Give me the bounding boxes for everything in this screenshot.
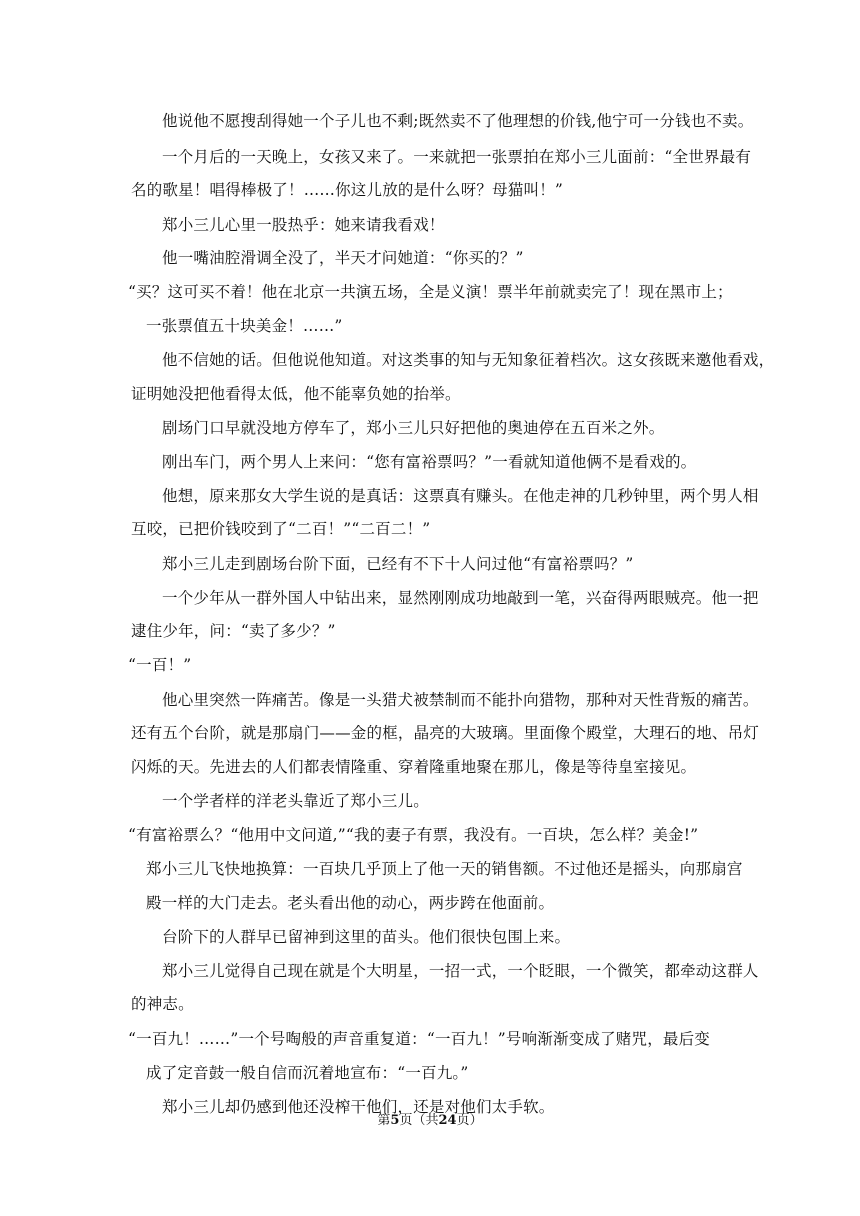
- footer-page-number: 5: [390, 1113, 400, 1128]
- text-line: 还有五个台阶，就是那扇门——金的框，晶亮的大玻璃。里面像个殿堂，大理石的地、吊灯: [131, 724, 760, 742]
- footer-total-pages: 24: [438, 1113, 457, 1128]
- text-line: 闪烁的天。先进去的人们都表情隆重、穿着隆重地聚在那儿，像是等待皇室接见。: [131, 758, 697, 776]
- text-line: 刚出车门，两个男人上来问：“您有富裕票吗？”一看就知道他俩不是看戏的。: [162, 453, 697, 471]
- text-line: 郑小三儿飞快地换算：一百块几乎顶上了他一天的销售额。不过他还是摇头，向那扇宫: [146, 860, 743, 878]
- footer-prefix: 第: [377, 1113, 391, 1128]
- text-line: 证明她没把他看得太低，他不能辜负她的抬举。: [131, 385, 461, 403]
- text-line: 他想，原来那女大学生说的是真话：这票真有赚头。在他走神的几秒钟里，两个男人相: [162, 487, 759, 505]
- text-line: 一张票值五十块美金！……”: [146, 317, 343, 335]
- text-line: 一个少年从一群外国人中钻出来，显然刚刚成功地敲到一笔，兴奋得两眼贼亮。他一把: [162, 589, 759, 607]
- text-line: 逮住少年，问：“卖了多少？”: [131, 622, 336, 640]
- text-line: 他不信她的话。但他说他知道。对这类事的知与无知象征着档次。这女孩既来邀他看戏，: [162, 351, 775, 369]
- text-line: “买？这可买不着！他在北京一共演五场，全是义演！票半年前就卖完了！现在黑市上；: [128, 283, 733, 301]
- text-line: 台阶下的人群早已留神到这里的苗头。他们很快包围上来。: [162, 928, 571, 946]
- text-line: 的神志。: [131, 995, 194, 1013]
- text-line: 名的歌星！唱得棒极了！……你这儿放的是什么呀？母猫叫！”: [131, 181, 564, 199]
- text-line: “一百！”: [128, 656, 192, 674]
- text-line: 他一嘴油腔滑调全没了，半天才问她道：“你买的？”: [162, 249, 524, 267]
- text-line: 成了定音鼓一般自信而沉着地宣布：“一百九。”: [146, 1064, 469, 1082]
- footer-suffix: 页）: [456, 1113, 483, 1128]
- text-line: 郑小三儿却仍感到他还没榨干他们，还是对他们太手软。: [162, 1098, 555, 1116]
- text-line: 郑小三儿觉得自己现在就是个大明星，一招一式，一个眨眼，一个微笑，都牵动这群人: [162, 962, 759, 980]
- footer-middle: 页（共: [399, 1113, 439, 1128]
- text-line: 互咬，已把价钱咬到了“二百！”“二百二！”: [131, 520, 431, 538]
- text-line: “有富裕票么？“他用中文问道,”“我的妻子有票，我没有。一百块，怎么样？美金!”: [128, 826, 699, 844]
- text-line: 剧场门口早就没地方停车了，郑小三儿只好把他的奥迪停在五百米之外。: [162, 419, 665, 437]
- page-footer: [0, 1112, 860, 1130]
- text-line: 一个月后的一天晚上，女孩又来了。一来就把一张票拍在郑小三儿面前：“全世界最有: [162, 148, 752, 166]
- text-line: 一个学者样的洋老头靠近了郑小三儿。: [162, 792, 429, 810]
- text-line: 郑小三儿心里一股热乎：她来请我看戏！: [162, 216, 445, 234]
- text-line: 郑小三儿走到剧场台阶下面，已经有不下十人问过他“有富裕票吗？”: [162, 555, 634, 573]
- text-line: “一百九！……”一个号啕般的声音重复道：“一百九！”号响渐渐变成了赌咒，最后变: [128, 1030, 710, 1048]
- text-line: 殿一样的大门走去。老头看出他的动心，两步跨在他面前。: [146, 894, 555, 912]
- text-line: 他心里突然一阵痛苦。像是一头猎犬被禁制而不能扑向猎物，那种对天性背叛的痛苦。: [162, 691, 759, 709]
- text-line: 他说他不愿搜刮得她一个子儿也不剩;既然卖不了他理想的价钱,他宁可一分钱也不卖。: [162, 112, 754, 130]
